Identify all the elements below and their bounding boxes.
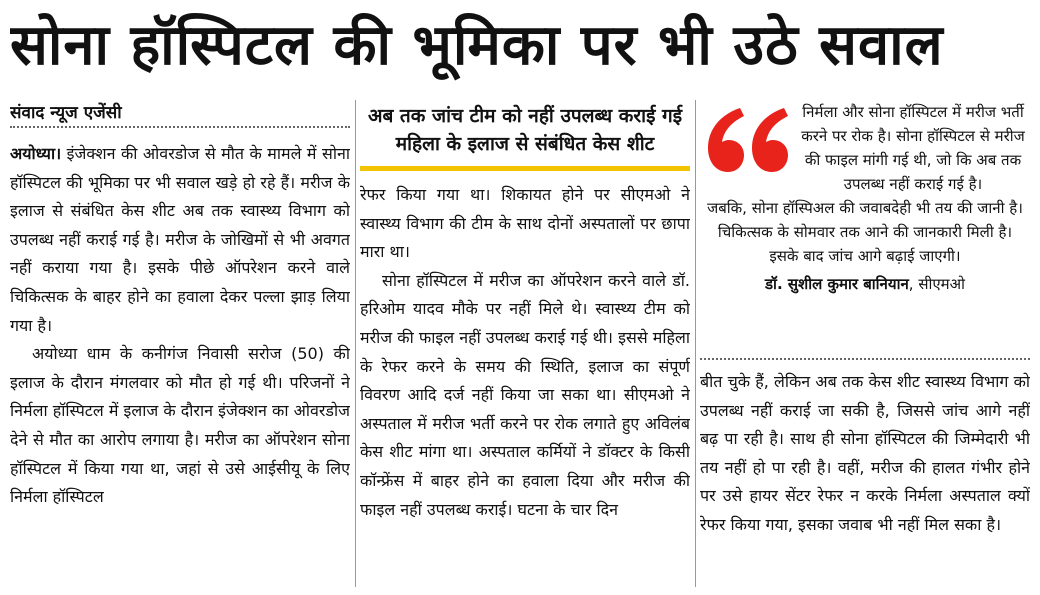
article-column-3 bbox=[700, 100, 1030, 595]
article-paragraph: सोना हॉस्पिटल में मरीज का ऑपरेशन करने वाले डॉ. हरिओम यादव मौके पर नहीं मिले थे। स्वास्थ्य टीम को मरीज की फाइल नहीं उपलब्ध कराई गई थी। इससे महिला के रेफर करने के समय की स्थिति, इलाज का संपूर्ण विवरण आदि दर्ज नहीं किया जा सका था। सीएमओ ने अस्पताल में मरीज भर्ती करने पर रोक लगाते हुए अविलंब केस शीट मांगा था। अस्पताल कर्मियों ने डॉक्टर के किसी कॉन्फ्रेंस में बाहर होने का हवाला दिया और मरीज की फाइल नहीं उपलब्ध कराई। घटना के चार दिन bbox=[360, 270, 690, 519]
byline: संवाद न्यूज एजेंसी bbox=[10, 100, 350, 128]
column-divider bbox=[695, 100, 696, 587]
quote-attribution bbox=[700, 272, 1030, 296]
attribution-title: , सीएमओ bbox=[908, 275, 965, 293]
pull-quote bbox=[700, 100, 1030, 350]
subheadline: अब तक जांच टीम को नहीं उपलब्ध कराई गई महिला के इलाज से संबंधित केस शीट bbox=[360, 100, 690, 171]
paragraph-text: इंजेक्शन की ओवरडोज से मौत के मामले में सोना हॉस्पिटल की भूमिका पर भी सवाल खड़े हो रहे हैं। मरीज के इलाज से संबंधित केस शीट अब तक स्वास्थ्य विभाग को उपलब्ध नहीं कराई गई है। मरीज के जोखिमों से भी अवगत नहीं कराया गया है। इसके पीछे ऑपरेशन करने वाले चिकित्सक के बाहर होने का हवाला देकर पल्ला झाड़ लिया गया है। bbox=[10, 144, 350, 335]
dateline: अयोध्या। bbox=[10, 144, 62, 163]
article-column-1 bbox=[10, 100, 350, 595]
article-column-2 bbox=[360, 100, 690, 595]
article-paragraph bbox=[10, 140, 350, 340]
attribution-name: डॉ. सुशील कुमार बानियान bbox=[765, 275, 909, 293]
quote-rest: जबकि, सोना हॉस्पिअल की जवाबदेही भी तय की जानी है। चिकित्सक के सोमवार तक आने की जानकारी मिली है। इसके बाद जांच आगे बढ़ाई जाएगी। bbox=[707, 199, 1023, 265]
quote-divider bbox=[700, 358, 1030, 360]
article-paragraph: अयोध्या धाम के कनीगंज निवासी सरोज (50) की इलाज के दौरान मंगलवार को मौत हो गई थी। परिजनों ने निर्मला हॉस्पिटल में इलाज के दौरान इंजेक्शन का ओवरडोज देने से मौत का आरोप लगाया है। मरीज का ऑपरेशन सोना हॉस्पिटल में किया गया था, जहां से उसे आईसीयू के लिए निर्मला हॉस्पिटल bbox=[10, 344, 350, 507]
article-paragraph: रेफर किया गया था। शिकायत होने पर सीएमओ ने स्वास्थ्य विभाग की टीम के साथ दोनों अस्पतालों पर छापा मारा था। bbox=[360, 185, 690, 262]
quote-mark-icon bbox=[700, 100, 790, 180]
quote-lead: निर्मला और सोना हॉस्पिटल में मरीज भर्ती करने पर रोक है। सोना हॉस्पिटल से मरीज की फाइल मांगी गई थी, जो कि अब तक उपलब्ध नहीं कराई गई है। bbox=[801, 103, 1025, 193]
column-divider bbox=[355, 100, 356, 587]
article-paragraph: बीत चुके हैं, लेकिन अब तक केस शीट स्वास्थ्य विभाग को उपलब्ध नहीं कराई जा सकी है, जिससे जांच आगे नहीं बढ़ पा रही है। साथ ही सोना हॉस्पिटल की जिम्मेदारी भी तय नहीं हो पा रही है। वहीं, मरीज की हालत गंभीर होने पर उसे हायर सेंटर रेफर न करके निर्मला अस्पताल क्यों रेफर किया गया, इसका जवाब भी नहीं मिल सका है। bbox=[700, 372, 1030, 534]
headline: सोना हॉस्पिटल की भूमिका पर भी उठे सवाल bbox=[10, 13, 944, 78]
